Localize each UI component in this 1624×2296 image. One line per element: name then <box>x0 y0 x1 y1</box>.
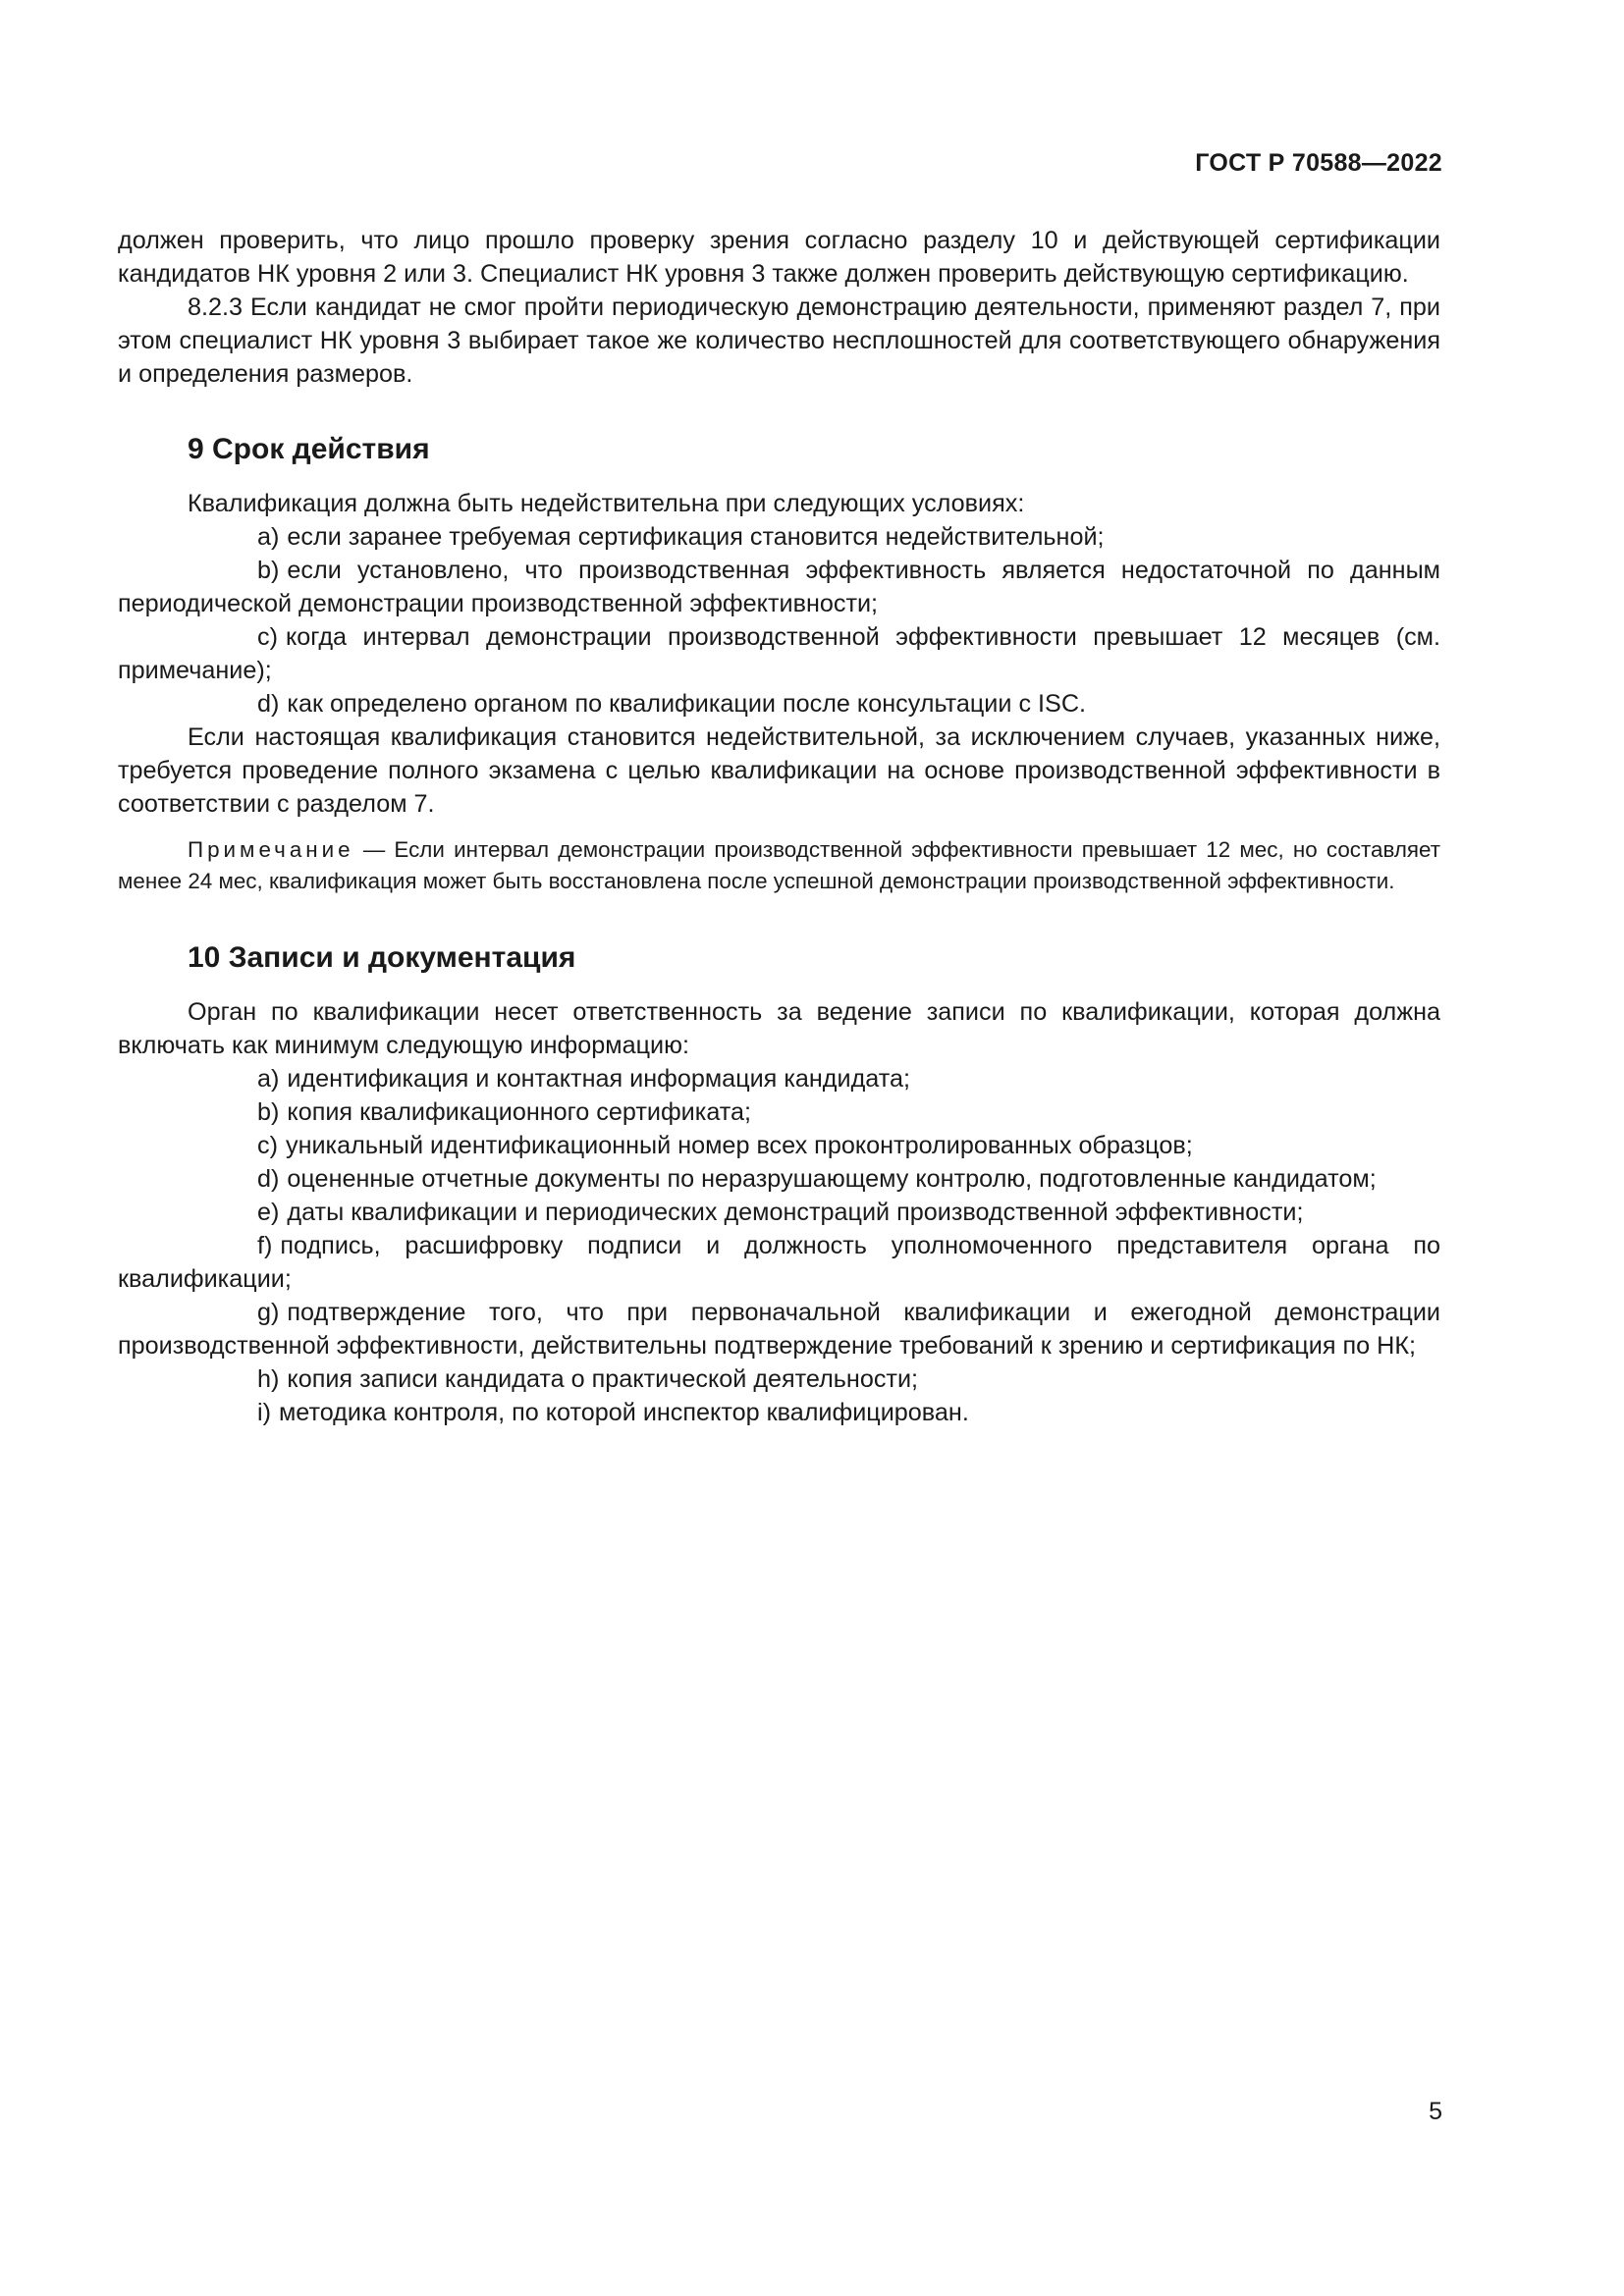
section-10-lead: Орган по квалификации несет ответственность за ведение записи по квалификации, которая должна включать как минимум следующую информацию: <box>118 998 1440 1059</box>
item-text: даты квалификации и периодических демонстраций производственной эффективности; <box>287 1199 1304 1226</box>
section-10-item-g <box>118 1296 1440 1362</box>
item-text: уникальный идентификационный номер всех проконтролированных образцов; <box>285 1132 1193 1159</box>
section-10-item-f <box>118 1229 1440 1296</box>
document-code: ГОСТ Р 70588—2022 <box>1195 149 1442 177</box>
item-text: подтверждение того, что при первоначальной квалификации и ежегодной демонстрации производственной эффективности, действительны подтверждение требований к зрению и сертификация по НК; <box>118 1299 1440 1360</box>
item-text: копия записи кандидата о практической деятельности; <box>287 1365 919 1393</box>
section-10-item-a <box>118 1062 1440 1095</box>
section-9-item-d <box>118 687 1440 721</box>
section-9-title: 9 Срок действия <box>188 433 430 465</box>
section-10-item-b <box>118 1095 1440 1129</box>
item-label: h) <box>257 1365 280 1393</box>
section-10-title: 10 Записи и документация <box>188 941 576 974</box>
item-label: c) <box>257 1132 278 1159</box>
note-text: — Если интервал демонстрации производственной эффективности превышает 12 мес, но составляет менее 24 мес, квалификация может быть восстановлена после успешной демонстрации производственной эффективности. <box>118 837 1440 893</box>
section-9-item-b <box>118 554 1440 620</box>
item-text: если заранее требуемая сертификация становится недействительной; <box>287 523 1105 551</box>
section-10-item-h <box>118 1362 1440 1396</box>
clause-8-2-3: 8.2.3 Если кандидат не смог пройти периодическую демонстрацию деятельности, применяют раздел 7, при этом специалист НК уровня 3 выбирает такое же количество несплошностей для соответствующего обнаружения и определения размеров. <box>118 294 1440 388</box>
item-label: i) <box>257 1399 271 1426</box>
item-label: d) <box>257 690 280 718</box>
item-text: когда интервал демонстрации производственной эффективности превышает 12 месяцев (см. примечание); <box>118 623 1440 684</box>
item-text: если установлено, что производственная эффективность является недостаточной по данным периодической демонстрации производственной эффективности; <box>118 557 1440 617</box>
item-label: c) <box>257 623 278 651</box>
item-label: b) <box>257 557 280 584</box>
section-10-item-e <box>118 1196 1440 1229</box>
item-text: как определено органом по квалификации после консультации с ISC. <box>287 690 1087 718</box>
page-number: 5 <box>1429 2098 1442 2125</box>
section-9-item-c <box>118 620 1440 687</box>
item-label: g) <box>257 1299 280 1326</box>
item-text: методика контроля, по которой инспектор квалифицирован. <box>278 1399 969 1426</box>
section-9-lead: Квалификация должна быть недействительна при следующих условиях: <box>188 490 1025 517</box>
section-10-item-c <box>118 1129 1440 1162</box>
section-9-note <box>118 834 1440 897</box>
intro-paragraph-1: должен проверить, что лицо прошло проверку зрения согласно разделу 10 и действующей сертификации кандидатов НК уровня 2 или 3. Специалист НК уровня 3 также должен проверить действующую сертификацию. <box>118 227 1440 288</box>
item-label: a) <box>257 523 280 551</box>
item-text: копия квалификационного сертификата; <box>287 1098 752 1126</box>
item-label: b) <box>257 1098 280 1126</box>
item-label: f) <box>257 1232 273 1259</box>
item-label: d) <box>257 1165 280 1193</box>
note-label: Примечание <box>188 837 354 862</box>
item-text: оцененные отчетные документы по неразрушающему контролю, подготовленные кандидатом; <box>287 1165 1377 1193</box>
item-label: e) <box>257 1199 280 1226</box>
section-9-item-a <box>118 520 1440 554</box>
section-10-item-d <box>118 1162 1440 1196</box>
item-text: идентификация и контактная информация кандидата; <box>287 1065 910 1093</box>
page-content <box>118 224 1440 1429</box>
section-9-closing: Если настоящая квалификация становится недействительной, за исключением случаев, указанных ниже, требуется проведение полного экзамена с целью квалификации на основе производственной эффективности в соответствии с разделом 7. <box>118 723 1440 818</box>
section-10-item-i <box>118 1396 1440 1429</box>
item-text: подпись, расшифровку подписи и должность уполномоченного представителя органа по квалификации; <box>118 1232 1440 1293</box>
item-label: a) <box>257 1065 280 1093</box>
